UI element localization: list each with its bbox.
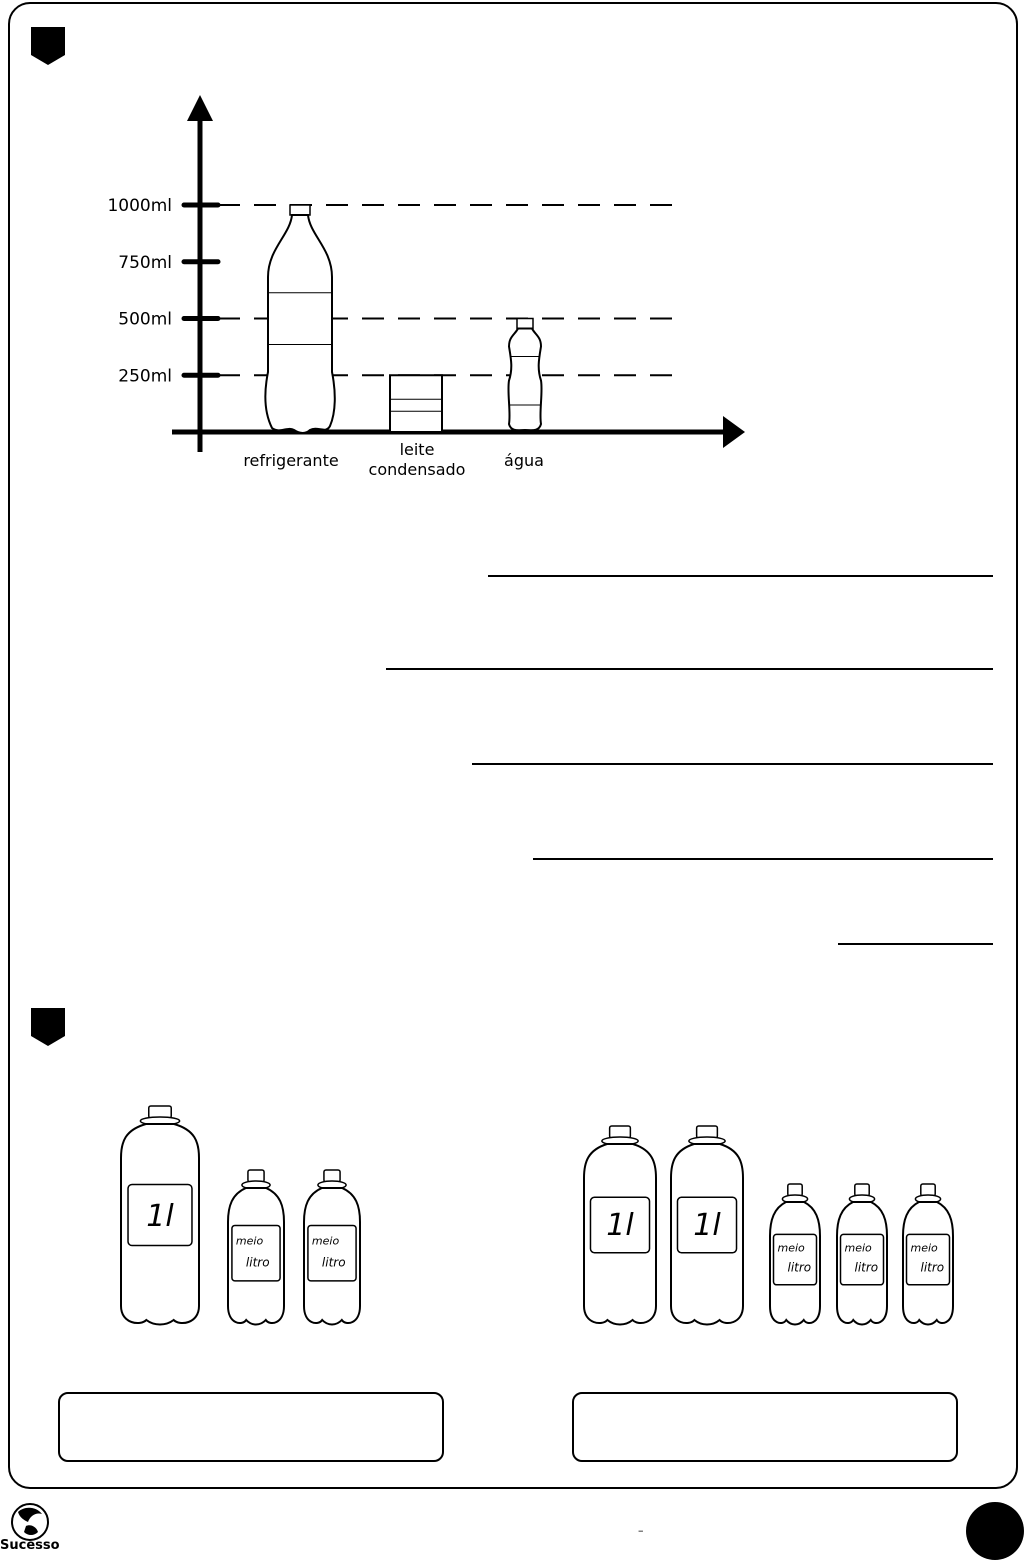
big-bottle-right-0 [584,1126,656,1325]
bottle-label-line1: meio [777,1241,805,1255]
tick-label-500: 500ml [118,309,172,330]
small-bottle-right-0 [770,1184,820,1325]
x-label-0: refrigerante [243,451,339,470]
section-badge-2-icon [31,1008,65,1046]
bottle-label-1l: 1l [693,1207,721,1243]
small-bottle-left-0 [228,1170,284,1325]
x-axis-labels [243,440,544,479]
answer-line-3[interactable] [472,763,993,765]
x-axis-arrow-icon [723,416,745,448]
answer-line-5[interactable] [838,943,993,945]
mark-agua [508,319,541,431]
tick-label-1000: 1000ml [107,196,172,216]
bottle-label-1l: 1l [606,1207,634,1243]
bottle-label-line2: litro [787,1260,812,1275]
answer-line-1[interactable] [488,575,993,577]
bottle-label-line2: litro [321,1255,346,1270]
big-bottle-left-0 [121,1106,199,1325]
x-label-2: água [504,451,544,470]
big-bottle-right-1 [671,1126,743,1325]
bottle-label-line1: meio [844,1241,872,1255]
mark-refrigerante [265,205,334,433]
bottle-label-line1: meio [235,1234,264,1248]
answer-box-right[interactable] [572,1392,958,1462]
bottle-label-line1: meio [311,1234,340,1248]
chart-axes [172,95,745,452]
answer-line-2[interactable] [386,668,993,670]
bottle-label-line2: litro [854,1260,879,1275]
small-bottle-right-2 [903,1184,953,1325]
small-bottle-right-1 [837,1184,887,1325]
bottle-label-1l: 1l [146,1198,174,1234]
bottle-illustrations [0,1080,1024,1350]
y-axis-arrow-icon [187,95,213,121]
footer-center-mark: – [638,1524,644,1537]
bottle-label-line2: litro [245,1255,270,1270]
capacity-chart [0,0,1024,500]
page-number-circle [966,1502,1024,1560]
bottle-label-line1: meio [910,1241,938,1255]
small-bottle-left-1 [304,1170,360,1325]
tick-label-750: 750ml [118,252,172,273]
x-label-1: leite condensado [368,440,466,479]
bottle-group-right [584,1126,953,1325]
bottle-label-line2: litro [920,1260,945,1275]
answer-line-4[interactable] [533,858,993,860]
mark-leite-condensado [390,375,442,432]
answer-box-left[interactable] [58,1392,444,1462]
tick-label-250: 250ml [118,366,172,387]
publisher-name: Sucesso [0,1538,60,1553]
bottle-group-left [121,1106,360,1325]
